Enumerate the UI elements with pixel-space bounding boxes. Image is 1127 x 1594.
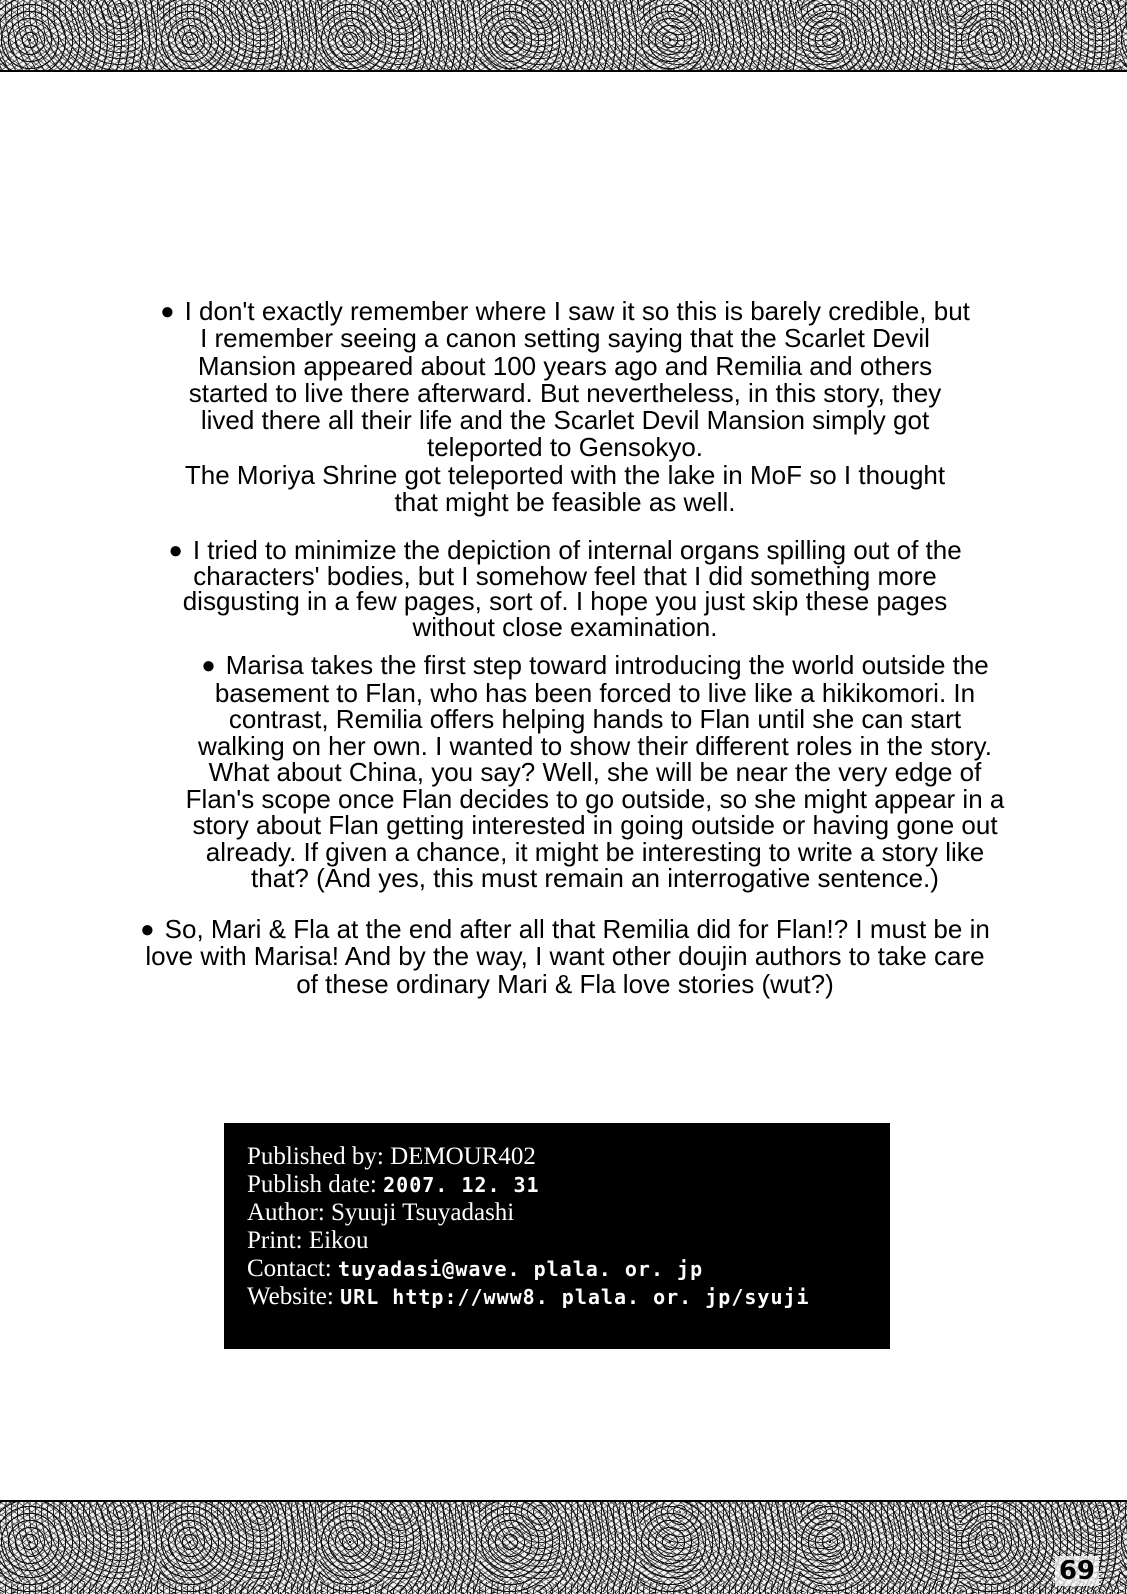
author-label: Author: (247, 1199, 325, 1226)
bullet-icon: ● (160, 298, 175, 325)
published-by-value: DEMOUR402 (390, 1143, 536, 1170)
decorative-pattern-bottom (0, 1500, 1127, 1594)
page-number: 69 (1055, 1556, 1099, 1586)
author-value: Syuuji Tsuyadashi (331, 1199, 515, 1226)
note-item (70, 916, 1060, 998)
note-item (105, 535, 1025, 642)
note-text: I don't exactly remember where I saw it so this is barely credible, but I remember seeing a canon setting saying that the Scarlet Devil Mansion appeared about 100 years ago and Remilia and others started to live there afterward. But nevertheless, in this story, they lived there all their life and the Scarlet Devil Mansion simply got teleported to Gensokyo. The Moriya Shrine got teleported with the lake in MoF so I thought that might be feasible as well. (184, 296, 970, 518)
author-row (247, 1199, 890, 1227)
note-item (100, 298, 1030, 516)
bullet-icon: ● (201, 652, 216, 679)
bullet-icon: ● (168, 537, 183, 564)
print-label: Print: (247, 1227, 303, 1254)
website-label: Website: (247, 1283, 334, 1310)
bullet-icon: ● (140, 916, 155, 943)
contact-row (247, 1255, 890, 1283)
print-row (247, 1227, 890, 1255)
published-by-row (247, 1143, 890, 1171)
print-value: Eikou (308, 1227, 369, 1254)
contact-label: Contact: (247, 1255, 332, 1282)
contact-value: tuyadasi@wave. plala. or. jp (337, 1257, 704, 1281)
website-row (247, 1283, 890, 1311)
published-by-label: Published by: (247, 1143, 384, 1170)
decorative-pattern-top (0, 0, 1127, 72)
note-item (130, 652, 1060, 892)
note-text: So, Mari & Fla at the end after all that Remilia did for Flan!? I must be in love with Marisa! And by the way, I want other doujin authors to take care of these ordinary Mari & Fla love stories (wut?) (145, 914, 990, 999)
note-text: I tried to minimize the depiction of internal organs spilling out of the characters' bodies, but I somehow feel that I did something more disgusting in a few pages, sort of. I hope you just skip these pages without close examination. (182, 535, 962, 642)
website-value: URL http://www8. plala. or. jp/syuji (340, 1285, 810, 1309)
publish-date-value: 2007. 12. 31 (383, 1173, 540, 1197)
colophon-box (224, 1123, 890, 1349)
publish-date-label: Publish date: (247, 1171, 377, 1198)
note-text: Marisa takes the first step toward introducing the world outside the basement to Flan, who has been forced to live like a hikikomori. In contrast, Remilia offers helping hands to Flan until she can start walking on her own. I wanted to show their different roles in the story. What about China, you say? Well, she will be near the very edge of Flan's scope once Flan decides to go outside, so she might appear in a story about Flan getting interested in going outside or having gone out already. If given a chance, it might be interesting to write a story like that? (And yes, this must remain an interrogative sentence.) (185, 650, 1005, 893)
publish-date-row (247, 1171, 890, 1199)
